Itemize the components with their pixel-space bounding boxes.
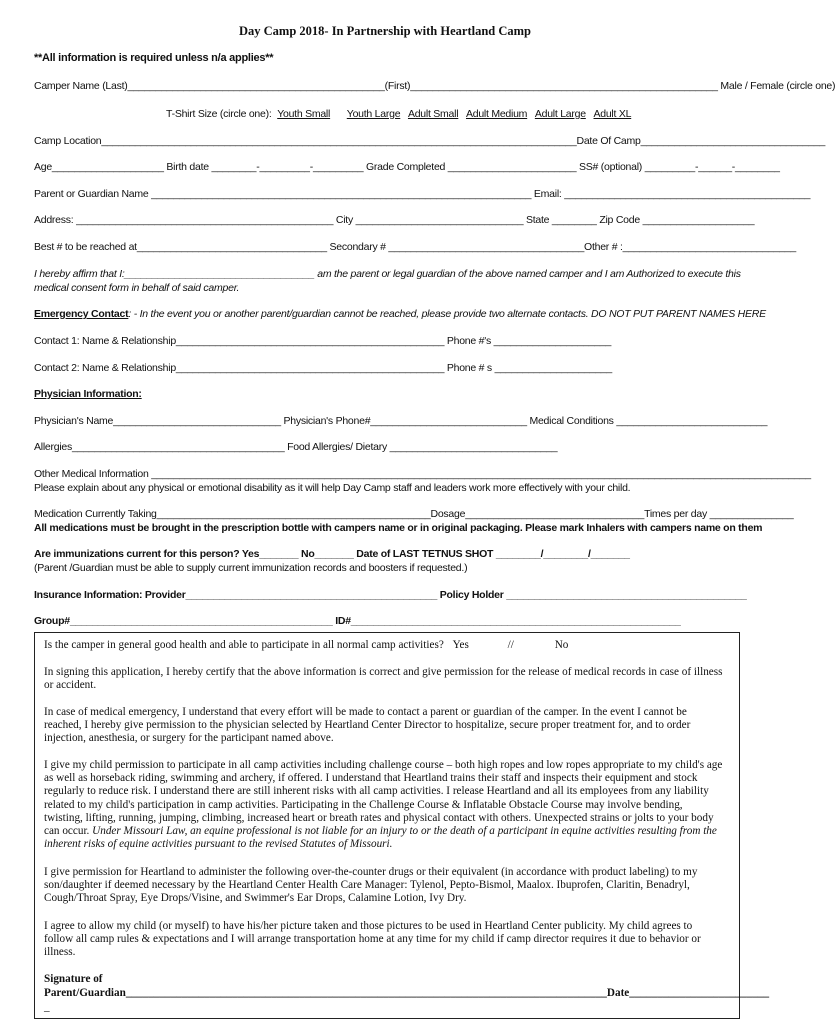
group-id-field[interactable]: Group#_______________________________________________ ID#___________________________________________________________ [34,615,681,627]
emergency-paragraph: In case of medical emergency, I understand that every effort will be made to contact a parent or guardian of the camper. In the event I cannot be reached, I hereby give permission to the physician selected by Heartland Center Director to hospitalize, secure proper treatment for, and to order injection, anesthesia, or surgery for the participant named above. [44,706,691,745]
emergency-heading: Emergency Contact [34,308,129,320]
allergies-field[interactable]: Allergies______________________________________ Food Allergies/ Dietary ______________________________ [34,441,558,453]
immunization-note: (Parent /Guardian must be able to supply current immunization records and boosters if requested.) [34,562,468,574]
required-note: **All information is required unless n/a applies** [34,52,274,64]
camp-location-field[interactable]: Camp Location_____________________________________________________________________________________Date Of Camp_________________________________ [34,135,826,147]
health-separator: // [507,639,514,651]
physician-heading: Physician Information: [34,388,142,400]
activities-text: I give my child permission to participate in all camp activities including challenge course – both high ropes and low ropes appropriate to my child's age as well as horseback riding, swimming and archery, if offered. I understand that Heartland trains their staff and inspects their equipment and stock regularly to reduce risk. I understand there are still inherent risks with all camp activities. I release Heartland and all its employees from any liability related to my child's participation in camp activities. Participating in the Challenge Course & Inflatable Obstacle Course may involve bending, twisting, lifting, running, jumping, climbing, increased heart or breath rates and physical contact with others. Unexpected strains or jolts to your body can occur. [44,759,723,838]
contact-2-field[interactable]: Contact 2: Name & Relationship________________________________________________ Phone # s _____________________ [34,362,612,374]
size-youth-large[interactable]: Youth Large [346,108,401,120]
disability-note: Please explain about any physical or emotional disability as it will help Day Camp staff and leaders work more effectively with your child. [34,482,631,494]
phone-numbers-field[interactable]: Best # to be reached at__________________________________ Secondary # ___________________________________Other # :_______________________________ [34,241,796,253]
signature-trail: _ [44,1001,50,1013]
physician-name-field[interactable]: Physician's Name______________________________ Physician's Phone#____________________________ Medical Conditions ___________________________ [34,415,768,427]
immunization-field[interactable]: Are immunizations current for this person? Yes_______ No_______ Date of LAST TETNUS SHOT ________/________/_______ [34,548,630,560]
contact-1-field[interactable]: Contact 1: Name & Relationship________________________________________________ Phone #'s _____________________ [34,335,612,347]
consent-box [34,632,770,1019]
size-adult-large[interactable]: Adult Large [534,108,586,120]
other-medical-field[interactable]: Other Medical Information ______________________________________________________________________________________________________________________ [34,468,811,480]
signature-label: Signature of [44,973,103,985]
insurance-provider-field[interactable]: Insurance Information: Provider_____________________________________________ Policy Holder ___________________________________________ [34,589,747,601]
affirm-field[interactable]: I hereby affirm that I:__________________________________ am the parent or legal guardian of the above named camper and I am Authorized to execute this [34,268,741,280]
release-paragraph: In signing this application, I hereby certify that the above information is correct and give permission for the release of medical records in case of illness or accident. [44,666,723,692]
health-question-text: Is the camper in general good health and able to participate in all normal camp activities? [44,639,444,651]
emergency-note: : - In the event you or another parent/guardian cannot be reached, please provide two alternate contacts. DO NOT PUT PARENT NAMES HERE [128,308,766,320]
camper-name-field[interactable]: Camper Name (Last)______________________________________________(First)_______________________________________________________ Male / Female (circle one) [34,80,835,92]
address-field[interactable]: Address: ______________________________________________ City ______________________________ State ________ Zip Code ____________________ [34,214,755,226]
shirt-size-label: T-Shirt Size (circle one): [166,108,272,120]
health-question [44,639,724,652]
equine-law-text: Under Missouri Law, an equine professional is not liable for an injury to or the death of a participant in equine activities resulting from the inherent risks of equine activities pursuant to the revised Statutes of Missouri. [44,825,717,851]
activities-paragraph [44,759,724,851]
parent-email-field[interactable]: Parent or Guardian Name ____________________________________________________________________ Email: ____________________________________________ [34,188,811,200]
affirm-text: medical consent form in behalf of said camper. [34,282,240,294]
size-adult-xl[interactable]: Adult XL [593,108,632,120]
health-no-option[interactable]: No [554,639,569,651]
size-youth-small[interactable]: Youth Small [277,108,331,120]
age-birthdate-field[interactable]: Age____________________ Birth date ________-_________-_________ Grade Completed _______________________ SS# (optional) _________-______-________ [34,161,780,173]
size-adult-medium[interactable]: Adult Medium [465,108,528,120]
signature-field[interactable]: Parent/Guardian______________________________________________________________________________________Date_________________________ [44,987,770,999]
emergency-contact-header [34,308,766,320]
medication-note: All medications must be brought in the prescription bottle with campers name or in original packaging. Please mark Inhalers with campers name on them [34,522,763,534]
otc-paragraph: I give permission for Heartland to administer the following over-the-counter drugs or their equivalent (in accordance with product labeling) to my son/daughter if deemed necessary by the Heartland Center Health Care Manager: Tylenol, Pepto-Bismol, Maalox. Ibuprofen, Claritin, Benadryl, Cough/Throat Spray, Eye Drops/Visine, and Swimmer's Ear Drops, Calamine Lotion, Ivy Dry. [44,866,698,905]
photo-paragraph: I agree to allow my child (or myself) to have his/her picture taken and those pictures to be used in Heartland Center publicity. My child agrees to follow all camp rules & expectations and I will arrange transportation home at any time for my child if camp director requires it due to behavior or illness. [44,920,701,959]
health-yes-option[interactable]: Yes [452,639,469,651]
form-title: Day Camp 2018- In Partnership with Heartland Camp [238,24,532,38]
medication-field[interactable]: Medication Currently Taking_________________________________________________Dosage________________________________Times per day _______________ [34,508,794,520]
shirt-size-row [166,108,726,120]
size-adult-small[interactable]: Adult Small [407,108,459,120]
